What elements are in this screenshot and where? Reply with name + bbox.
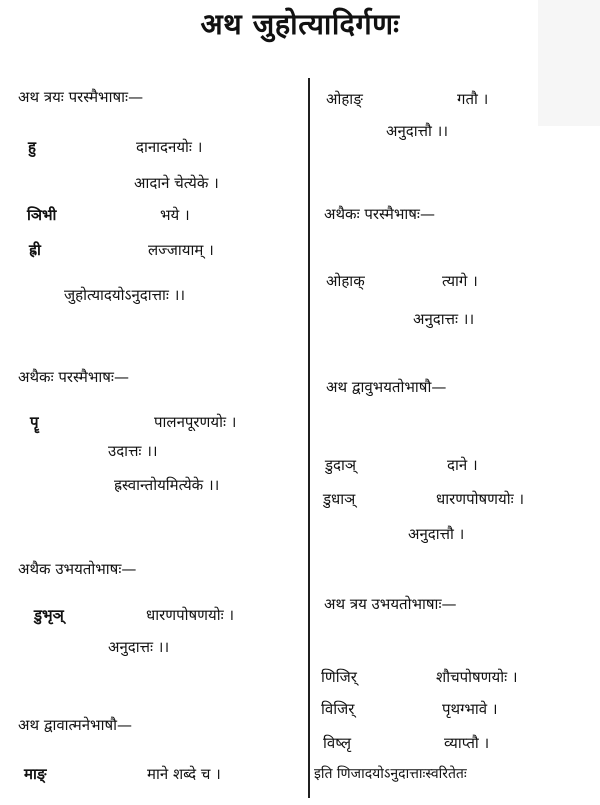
left-heading-4: अथ द्वावात्मनेभाषौ— [18,716,133,734]
right-heading-2: अथ द्वावुभयतोभाषौ— [326,378,447,396]
right-entry-3-root: डुदाञ् [325,456,357,474]
right-footer-note: इति णिजादयोऽनुदात्ताःस्वरितेतः [314,766,467,782]
right-entry-2-root: ओहाक् [326,272,365,290]
left-entry-4-note-1: उदात्तः ।। [108,442,158,460]
left-entry-3-note: जुहोत्यादयोऽनुदात्ताः ।। [64,286,186,304]
right-heading-3: अथ त्रय उभयतोभाषाः— [324,595,457,613]
right-entry-4-root: डुधाञ् [323,490,356,508]
left-entry-2-root: ञिभी [27,206,57,224]
right-entry-7-meaning: व्याप्तौ । [444,734,490,752]
left-entry-4-note-2: ह्रस्वान्तोयमित्येके ।। [114,476,220,494]
right-heading-1: अथैकः परस्मैभाषः— [324,205,435,223]
left-entry-2-meaning: भये । [160,206,190,224]
left-entry-5-note: अनुदात्तः ।। [108,638,170,656]
left-heading-1: अथ त्रयः परस्मैभाषाः— [18,88,144,106]
left-heading-3: अथैक उभयतोभाषः— [18,560,137,578]
right-entry-1-meaning: गतौ । [457,90,489,108]
left-entry-6-meaning: माने शब्दे च । [147,765,221,783]
left-entry-3-meaning: लज्जायाम् । [148,241,214,259]
left-entry-4-root: पॄ [30,413,39,431]
right-entry-5-meaning: शौचपोषणयोः । [436,668,518,686]
right-entry-4-meaning: धारणपोषणयोः । [436,490,525,508]
right-entry-1-note: अनुदात्तौ ।। [386,122,449,140]
left-entry-1-extra: आदाने चेत्येके । [134,174,219,192]
right-entry-2-note: अनुदात्तः ।। [413,310,475,328]
column-divider [308,78,310,798]
left-entry-3-root: ह्री [29,241,41,259]
left-entry-4-meaning: पालनपूरणयोः । [154,413,237,431]
left-entry-1-root: हु [28,138,36,156]
right-entry-6-meaning: पृथग्भावे । [442,700,498,718]
right-entry-2-meaning: त्यागे । [442,272,478,290]
right-entry-6-root: विजिर् [321,700,355,718]
left-entry-5-meaning: धारणपोषणयोः । [146,606,235,624]
left-heading-2: अथैकः परस्मैभाषः— [18,368,129,386]
right-entry-1-root: ओहाङ् [326,90,363,108]
right-entry-5-root: णिजिर् [321,668,357,686]
left-entry-5-root: डुभृञ् [34,606,64,624]
right-entry-3-meaning: दाने । [447,456,478,474]
page-title: अथ जुहोत्यादिर्गणः [200,7,400,41]
right-entry-4-note: अनुदात्तौ । [408,525,465,543]
left-entry-6-root: माङ् [24,765,47,783]
left-entry-1-meaning: दानादनयोः । [136,138,203,156]
right-entry-7-root: विष्लृ [323,734,352,752]
